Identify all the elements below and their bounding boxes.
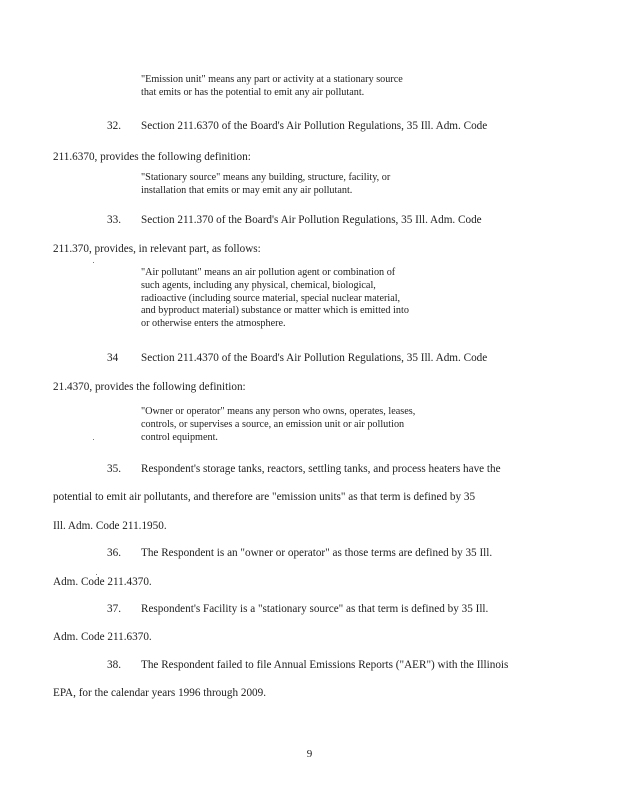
quote-line: "Air pollutant" means an air pollution agent or combination of bbox=[141, 267, 396, 278]
paragraph-number-35: 35. bbox=[107, 463, 121, 475]
paragraph-32-line-1: Section 211.6370 of the Board's Air Pollution Regulations, 35 Ill. Adm. Code bbox=[141, 120, 488, 132]
paragraph-38-line-2: EPA, for the calendar years 1996 through 2009. bbox=[53, 687, 267, 699]
quote-line: controls, or supervises a source, an emission unit or air pollution bbox=[141, 418, 405, 430]
emission-unit-definition bbox=[141, 74, 481, 100]
quote-line: control equipment. bbox=[141, 431, 218, 443]
paragraph-36-line-2: Adm. Code 211.4370. bbox=[53, 576, 152, 588]
paragraph-number-33: 33. bbox=[107, 214, 121, 226]
paragraph-33-line-2: 211.370, provides, in relevant part, as follows: bbox=[53, 243, 261, 255]
owner-operator-definition bbox=[141, 406, 481, 444]
scan-speck bbox=[96, 574, 97, 575]
paragraph-38-line-1: The Respondent failed to file Annual Emissions Reports ("AER") with the Illinois bbox=[141, 659, 509, 671]
paragraph-32-line-2: 211.6370, provides the following definition: bbox=[53, 151, 251, 163]
quote-line: "Owner or operator" means any person who owns, operates, leases, bbox=[141, 406, 416, 417]
paragraph-number-34: 34 bbox=[107, 352, 119, 364]
paragraph-number-38: 38. bbox=[107, 659, 121, 671]
paragraph-36-line-1: The Respondent is an "owner or operator" as those terms are defined by 35 Ill. bbox=[141, 547, 493, 559]
page-number: 9 bbox=[306, 748, 313, 760]
quote-line: or otherwise enters the atmosphere. bbox=[141, 318, 286, 330]
paragraph-35-line-2: potential to emit air pollutants, and therefore are "emission units" as that term is defined by 35 bbox=[53, 491, 476, 503]
paragraph-number-32: 32. bbox=[107, 120, 121, 132]
paragraph-35-line-3: Ill. Adm. Code 211.1950. bbox=[53, 520, 167, 532]
paragraph-34-line-2: 21.4370, provides the following definition: bbox=[53, 381, 246, 393]
quote-line: "Emission unit" means any part or activity at a stationary source bbox=[141, 74, 403, 85]
paragraph-34-line-1: Section 211.4370 of the Board's Air Pollution Regulations, 35 Ill. Adm. Code bbox=[141, 352, 488, 364]
scan-speck bbox=[93, 439, 94, 440]
quote-line: such agents, including any physical, chemical, biological, bbox=[141, 279, 376, 291]
quote-line: "Stationary source" means any building, structure, facility, or bbox=[141, 172, 391, 183]
scan-speck bbox=[93, 262, 94, 263]
quote-line: installation that emits or may emit any air pollutant. bbox=[141, 184, 353, 196]
quote-line: and byproduct material) substance or matter which is emitted into bbox=[141, 305, 409, 317]
paragraph-35-line-1: Respondent's storage tanks, reactors, settling tanks, and process heaters have the bbox=[141, 463, 501, 475]
quote-line: radioactive (including source material, special nuclear material, bbox=[141, 292, 401, 304]
stationary-source-definition bbox=[141, 172, 481, 198]
paragraph-37-line-2: Adm. Code 211.6370. bbox=[53, 631, 152, 643]
paragraph-33-line-1: Section 211.370 of the Board's Air Pollution Regulations, 35 Ill. Adm. Code bbox=[141, 214, 482, 226]
air-pollutant-definition bbox=[141, 267, 481, 331]
quote-line: that emits or has the potential to emit any air pollutant. bbox=[141, 86, 365, 98]
paragraph-37-line-1: Respondent's Facility is a "stationary source" as that term is defined by 35 Ill. bbox=[141, 603, 489, 615]
paragraph-number-36: 36. bbox=[107, 547, 121, 559]
paragraph-number-37: 37. bbox=[107, 603, 121, 615]
